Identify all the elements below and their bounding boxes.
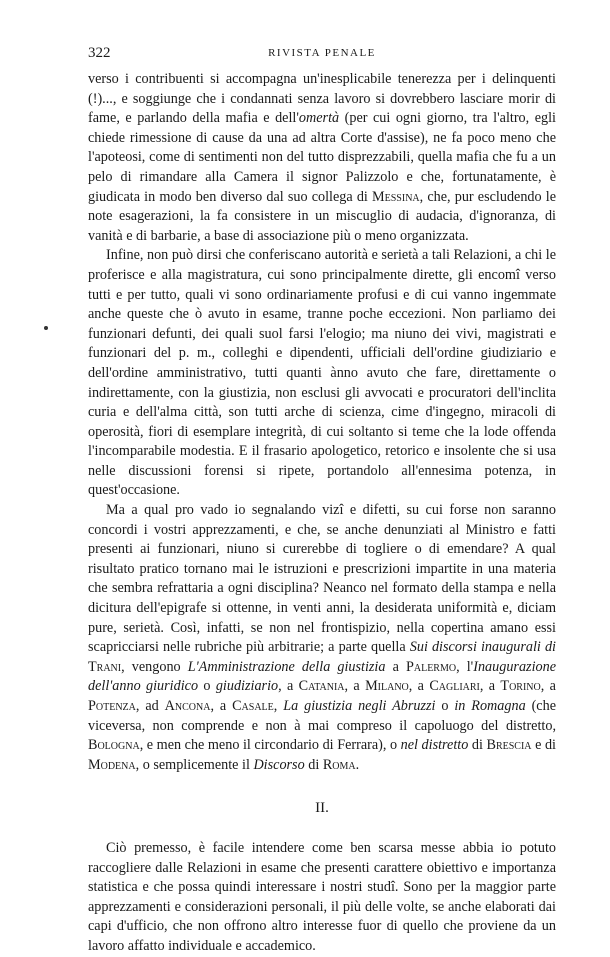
p3-text-13: ,	[273, 698, 284, 714]
page-number: 322	[88, 45, 111, 61]
p3-italic-1: Sui discorsi inaugurali di	[409, 639, 556, 656]
p3-text-6: , a	[278, 678, 299, 695]
p3-text-20: di	[304, 756, 323, 773]
p3-place-milano: Milano	[365, 678, 409, 695]
p3-text-17: di	[468, 737, 487, 754]
paragraph-3	[88, 501, 556, 775]
p3-text-3: a	[385, 658, 406, 675]
p3-text-9: , a	[479, 678, 501, 695]
p3-place-potenza: Potenza	[88, 698, 136, 714]
p3-text-16: , e men che meno il circondario di Ferrara), o	[139, 737, 401, 754]
paragraph-4: Ciò premesso, è facile intendere come ben scarsa messe abbia io potuto raccogliere dalle Relazioni in esame che presenti carattere obiettivo e importanza statistica e che possa quindi interessare i nostri studî. Sono per la maggior parte apprezzamenti e considerazioni personali, il più delle volte, se anche elaborati dai capi d'ufficio, che non offrono altro interesse fuor di quello che proviene da un lavoro affatto individuale e accademico.	[88, 839, 556, 954]
p3-text-10: , a	[540, 678, 556, 695]
p3-place-casale: Casale	[232, 698, 274, 714]
paragraph-1-text-c: , che, pur escludendo le note esagerazioni, la fa consistere in un miscuglio di audacia, d'ignoranza, di vanità e di barbarie, a base di associazione più o meno organizzata.	[88, 188, 557, 244]
p3-place-modena: Modena	[88, 756, 136, 773]
p3-text-12: , a	[210, 698, 233, 714]
p3-text-8: , a	[408, 678, 430, 695]
p3-italic-5: La giustizia negli Abruzzi	[283, 698, 436, 714]
italic-omerta: omertà	[298, 110, 340, 127]
paragraph-1	[88, 70, 556, 246]
p3-text-2: , vengono	[121, 658, 188, 675]
p3-italic-8: Discorso	[253, 756, 305, 773]
p3-place-roma: Roma	[322, 756, 356, 773]
p3-italic-7: nel distretto	[400, 737, 469, 754]
paragraph-2: Infine, non può dirsi che conferiscano autorità e serietà a tali Relazioni, a chi le proferisce e alla magistratura, cui sono principalmente dirette, gli encomî verso tutti e per tutto, quali vi sono ordinariamente profusi e di cui vanno ingemmate anche queste che ò avuto in esame, tranne poche eccezioni. Non parliamo dei funzionari defunti, dei quali suol farsi l'elogio; ma niuno dei vivi, magistrati e funzionari del p. m., colleghi e dipendenti, ufficiali dell'ordine giudiziario e dell'ordine amministrativo, tutti quanti ànno avuto che fare, direttamente o indirettamente, con la giustizia, non esclusi gli avvocati e procuratori dell'inclita curia e dell'alma città, son tutti arche di scienza, cime d'ingegno, miracoli di operosità, fiori di esemplare integrità, di cui soltanto si teme che la lode offenda l'incomparabile modestia. E il frasario apologetico, retorico e insolente che si usa nelle discussioni forensi si ripete, portandolo all'ennesima potenza, in quest'occasione.	[88, 247, 556, 499]
running-title: RIVISTA PENALE	[268, 47, 376, 59]
page-header	[88, 45, 556, 63]
p3-place-trani: Trani	[88, 658, 122, 675]
p3-italic-2: L'Amministrazione della giustizia	[187, 658, 386, 675]
p3-text-21: .	[355, 756, 360, 773]
p3-place-bologna: Bologna	[88, 737, 140, 754]
p3-text-5: o	[198, 678, 216, 695]
p3-italic-3: Inaugurazione dell'anno giuridico	[88, 658, 556, 695]
section-heading: II.	[315, 800, 329, 817]
p3-italic-6: in Romagna	[454, 698, 526, 714]
p3-place-ancona: Ancona	[164, 698, 211, 714]
p3-text-15: (che viceversa, non comprende e non à mai compreso il capoluogo del distretto,	[88, 698, 556, 734]
p3-text-1: Ma a qual pro vado io segnalando vizî e difetti, su cui forse non saranno concordi i vostri apprezzamenti, e che, se anche denunziati al Ministro e fatti presenti ai funzionari, niuno si curerebbe di togliere o di emendare? A qual risultato pratico tornano mai le istruzioni e prescrizioni impartite in una materia che sembra refrattaria a ogni disciplina? Neanco nel formato della stampa e nella dicitura dell'epigrafe si ottenne, in venti anni, la desiderata uniformità e, diciam pure, serietà. Così, infatti, se non nel frontispizio, nella copertina amano essi scapricciarsi nelle rubriche più arbitrarie; a parte quella	[88, 502, 556, 656]
p3-italic-4: giudiziario	[215, 678, 279, 695]
paragraph-1-text-a: verso i contribuenti si accompagna un'inesplicabile tenerezza per i delinquenti (!)..., e soggiunge che i condannati senza lavoro si dovrebbero lasciare morir di fame, e parlando della mafia e dell'	[88, 71, 556, 127]
p3-place-catania: Catania	[298, 678, 345, 695]
p3-text-14: o	[435, 698, 455, 714]
place-messina: Messina	[372, 188, 420, 205]
p3-text-4: , l'	[456, 658, 474, 675]
p3-place-cagliari: Cagliari	[429, 678, 480, 695]
p3-text-19: , o semplicemente il	[135, 756, 254, 773]
body-text	[88, 70, 556, 957]
p3-place-torino: Torino	[500, 678, 541, 695]
margin-mark	[44, 326, 48, 330]
paragraph-1-text-b: (per cui ogni giorno, tra l'altro, egli chiede rimessione di cause da una ad altra Corte d'assise), ne fa poco meno che l'apoteosi, come di sentimenti non del tutto disprezzabili, quella mafia che fu a un pelo di rimandare alla Camera il signor Palizzolo e che, fortunatamente, è giudicata in modo ben diverso dal suo collega di	[88, 110, 556, 205]
p3-place-palermo: Palermo	[405, 658, 457, 675]
p3-place-brescia: Brescia	[486, 737, 532, 754]
p3-text-11: , ad	[135, 698, 165, 714]
p3-text-7: , a	[344, 678, 366, 695]
p3-text-18: e di	[531, 737, 556, 754]
